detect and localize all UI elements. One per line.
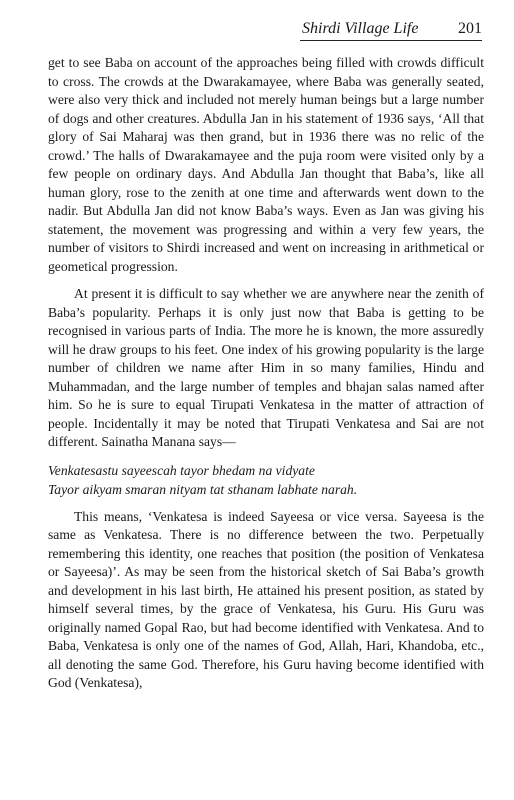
paragraph-3: This means, ‘Venkatesa is indeed Sayeesa or vice versa. Sayeesa is the same as Venkatesa. There is no difference between the two. Perpetually remembering this identity, one reaches that position (the position of Venkatesa or Sayeesa)’. As may be seen from the historical sketch of Sai Baba’s growth and development in his last birth, He attained his present position, as stated by himself several times, by the grace of Venkatesa, his Guru. His Guru was originally named Gopal Rao, but had become identified with Venkatesa. And to Baba, Venkatesa is only one of the names of God, Allah, Hari, Khandoba, etc., all denoting the same God. Therefore, his Guru having become identified with God (Venkatesa), [48,508,484,690]
verse-line-1: Venkatesastu sayeescah tayor bhedam na vidyate [48,462,315,478]
running-header [300,18,482,41]
page-number: 201 [458,20,482,37]
paragraph-2: At present it is difficult to say whether we are anywhere near the zenith of Baba’s popularity. Perhaps it is only just now that Baba is getting to be recognised in various parts of India. The more he is known, the more assuredly will he draw groups to his feet. One index of his growing popularity is the large number of children we name after Him in so many families, Hindu and Muhammadan, and the large number of temples and bhajan salas named after him. So he is sure to equal Tirupati Venkatesa in the matter of attraction of people. Incidentally it may be noted that Tirupati Venkatesa and Sai are not different. Sainatha Manana says— [48,286,484,449]
verse-line-2: Tayor aikyam smaran nityam tat sthanam labhate narah. [48,481,358,497]
page-body [48,54,484,693]
paragraph-1: get to see Baba on account of the approaches being filled with crowds difficult to cross. The crowds at the Dwarakamayee, where Baba was generally seated, were also very thick and included not merely human beings but a large number of dogs and other creatures. Abdulla Jan in his statement of 1936 says, ‘All that glory of Sai Maharaj was then grand, but in 1936 there was no relic of the crowd.’ The halls of Dwarakamayee and the puja room were visited only by a few people on ordinary days. And Abdulla Jan thought that Baba’s, like all human glory, rose to the zenith at one time and afterwards went down to the nadir. But Abdulla Jan did not know Baba’s ways. Even as Jan was giving his statement, the movement was progressing and within a very few years, the number of visitors to Shirdi increased and went on increasing in arithmetical or geometical progression. [48,55,484,274]
running-header-title: Shirdi Village Life [302,20,419,37]
sanskrit-verse [48,461,484,499]
